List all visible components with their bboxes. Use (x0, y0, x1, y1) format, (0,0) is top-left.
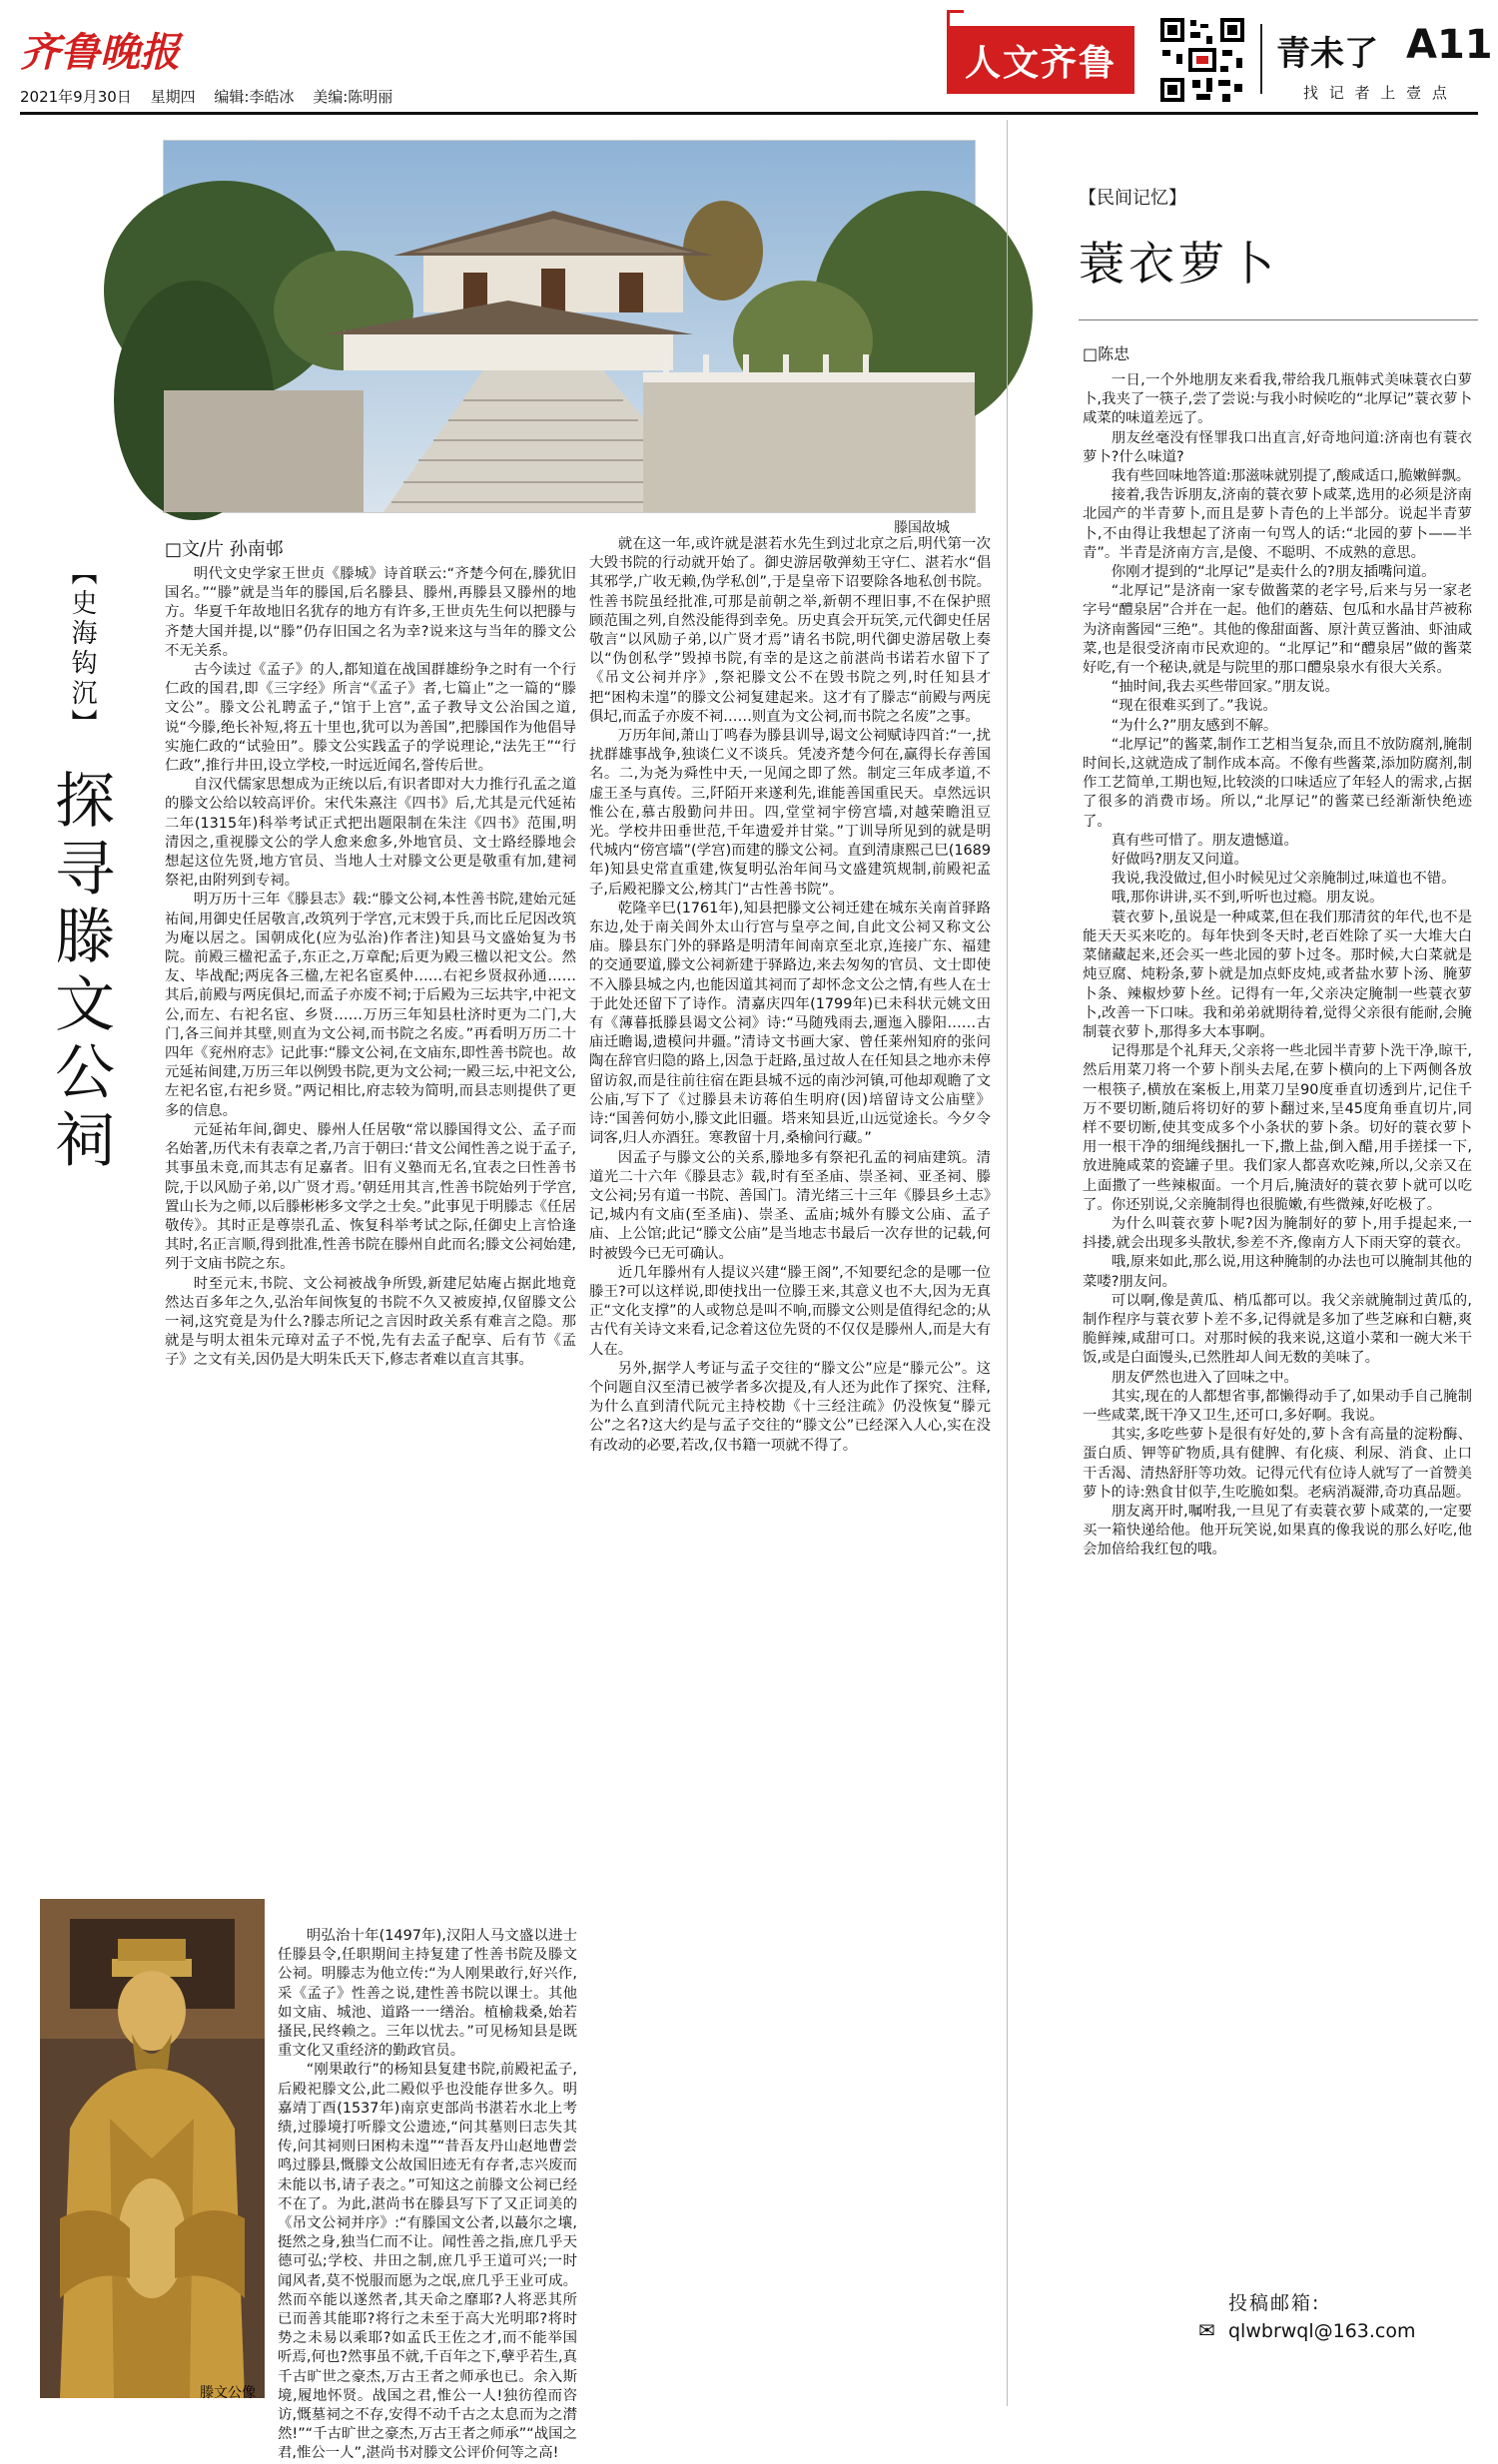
section-banner: 人文齐鲁 (947, 26, 1134, 94)
right-article-body (1083, 371, 1472, 2228)
contact-email[interactable]: qlwbrwql@163.com (1228, 2320, 1416, 2342)
photo-top-caption: 滕国故城 (894, 520, 950, 536)
left-article-tag: 【史海钩沉】 (67, 559, 97, 739)
photo-teng-wen-gong-statue (40, 1899, 265, 2398)
column-divider (1007, 120, 1008, 2406)
contact-label: 投稿邮箱: (1228, 2292, 1321, 2314)
paragraph: 古今读过《孟子》的人,都知道在战国群雄纷争之时有一个行仁政的国君,即《三字经》所言“《孟子》者,七篇止”之一篇的“滕文公”。滕文公礼聘孟子,“馆于上宫”,孟子教导文公治国之道,说“今滕,绝长补短,将五十里也,犹可以为善国”,把滕国作为他倡导实施仁政的“试验田”。滕文公实践孟子的学说理论,“法先王”“行仁政”,推行井田,设立学校,一时远近闻名,誉传后世。 (165, 662, 576, 775)
paragraph: 我有些回味地答道:那滋味就别提了,酸咸适口,脆嫩鲜飘。 (1111, 468, 1471, 485)
paragraph: 我说,我没做过,但小时候见过父亲腌制过,味道也不错。 (1111, 871, 1456, 888)
right-title-rule (1079, 319, 1478, 320)
page-number: A11 (1406, 22, 1493, 68)
qr-code-icon (1156, 14, 1248, 106)
paragraph: “北厚记”是济南一家专做酱菜的老字号,后来与另一家老字号“醴泉居”合并在一起。他们的蘑菇、包瓜和水晶甘芦被称为济南酱园“三绝”。其他的像甜面酱、原汁黄豆酱油、虾油咸菜,也是很受济南市民欢迎的。“北厚记”和“醴泉居”做的酱菜好吃,有一个秘诀,就是与院里的那口醴泉泉水有很大关系。 (1083, 583, 1472, 677)
paragraph: 另外,据学人考证与孟子交往的“滕文公”应是“滕元公”。这个问题自汉至清已被学者多次提及,有人还为此作了探究、注释,为什么直到清代阮元主持校勘《十三经注疏》仍没恢复“滕元公”之名?这大约是与孟子交往的“滕文公”已经深入人心,实在没有改动的必要,若改,仅书籍一项就不得了。 (589, 1360, 991, 1454)
right-article-title: 蓑衣萝卜 (1079, 237, 1278, 291)
paragraph: 一日,一个外地朋友来看我,带给我几瓶韩式美味蓑衣白萝卜,我夹了一筷子,尝了尝说:与我小时候吃的“北厚记”蓑衣萝卜咸菜的味道差远了。 (1083, 372, 1472, 427)
paragraph: 蓑衣萝卜,虽说是一种咸菜,但在我们那清贫的年代,也不是能天天买来吃的。每年快到冬天时,老百姓除了买一大堆大白菜储藏起来,还会买一些北园的萝卜过冬。那时候,大白菜就是炖豆腐、炖粉条,萝卜就是加点虾皮炖,或者盐水萝卜汤、腌萝卜条、辣椒炒萝卜丝。记得有一年,父亲决定腌制一些蓑衣萝卜,改善一下口味。我和弟弟就期待着,觉得父亲很有能耐,会腌制蓑衣萝卜,那得多大本事啊。 (1083, 909, 1472, 1040)
masthead-logo (20, 22, 180, 82)
paragraph: 可以啊,像是黄瓜、梢瓜都可以。我父亲就腌制过黄瓜的,制作程序与蓑衣萝卜差不多,记得就是多加了些芝麻和白糖,爽脆鲜辣,咸甜可口。对那时候的我来说,这道小菜和一碗大米干饭,或是白面馒头,已然胜却人间无数的美味了。 (1083, 1292, 1472, 1367)
paragraph: 时至元末,书院、文公祠被战争所毁,新建尼姑庵占据此地竟然达百多年之久,弘治年间恢复的书院不久又被废掉,仅留滕文公一祠,这究竟是为什么?滕志所记之言因时政关系有难言之隐。那就是与明太祖朱元璋对孟子不悦,先有去孟子配享、后有节《孟子》之文有关,因仍是大明朱氏天下,修志者难以直言其事。 (165, 1275, 576, 1369)
left-article-column-2 (589, 535, 991, 2398)
paragraph: 哦,原来如此,那么说,用这种腌制的办法也可以腌制其他的菜喽?朋友问。 (1083, 1254, 1472, 1290)
paragraph: 万历年间,萧山丁鸣春为滕县训导,谒文公祠赋诗四首:“一,扰扰群雄事战争,独谈仁义不谈兵。凭凌齐楚今何在,赢得长存善国名。二,为尧为舜性中天,一见闻之即了然。制定三年成孝道,不虚王圣与真传。三,阡陌开来遂利先,谁能善国重民天。卓然远识惟公在,慕古殷勤问井田。四,堂堂祠宇傍宫墙,对越荣瞻沮豆光。学校井田垂世范,千年遗爱并甘棠。”丁训导所见到的就是明代城内“傍宫墙”(学宫)而建的滕文公祠。直到清康熙己巳(1689年)知县史常直重建,恢复明弘治年间马文盛建筑规制,前殿祀孟子,后殿祀滕文公,榜其门“古性善书院”。 (589, 728, 991, 898)
paragraph: 就在这一年,或许就是湛若水先生到过北京之后,明代第一次大毁书院的行动就开始了。御史游居敬弹劾王守仁、湛若水“倡其邪学,广收无赖,伪学私创”,于是皇帝下诏要除各地私创书院。性善书院虽经批准,可那是前朝之举,新朝不理旧事,不在保护照顾范围之列,自然没能得到幸免。历史真会开玩笑,元代御史任居敬言“以风励子弟,以广贤才焉”请名书院,明代御史游居敬上奏以“伪创私学”毁掉书院,有幸的是这之前湛尚书诺若水留下了《吊文公祠并序》,祭祀滕文公不在毁书院之列,时任知县才把“困构未遑”的滕文公祠复建起来。这才有了滕志“前殿与两庑俱圮,而孟子亦废不祠……则直为文公祠,而书院之名废”之事。 (589, 536, 991, 725)
paragraph: 你刚才提到的“北厚记”是卖什么的?朋友插嘴问道。 (1111, 564, 1436, 581)
header-divider (1260, 24, 1262, 94)
paragraph: 哦,那你讲讲,买不到,听听也过瘾。朋友说。 (1111, 890, 1384, 907)
paragraph: “北厚记”的酱菜,制作工艺相当复杂,而且不放防腐剂,腌制时间长,这就造成了制作成本高。不像有些酱菜,添加防腐剂,制作工艺简单,工期也短,比较淡的口味适应了年轻人的需求,占据了很多的消费市场。所以,“北厚记”的酱菜已经渐渐快绝迹了。 (1083, 736, 1472, 830)
paragraph: 近几年滕州有人提议兴建“滕王阁”,不知要纪念的是哪一位滕王?可以这样说,即使找出一位滕王来,其意义也不大,因为无真正“文化支撑”的人或物总是叫不响,而滕文公则是值得纪念的;从古代有关诗文来看,记念着这位先贤的不仅仅是滕州人,而是大有人在。 (589, 1264, 991, 1358)
paragraph: “现在很难买到了。”我说。 (1111, 698, 1277, 715)
paragraph: 明万历十三年《滕县志》载:“滕文公祠,本性善书院,建始元延祐间,用御史任居敬言,改筑列于学宫,元末毁于兵,而比丘尼因改筑为庵以居之。国朝成化(应为弘治)作者注)知县马文盛始复为书院。前殿三楹祀孟子,东正之,万章配;后更为殿三楹以祀文公。然友、毕战配;两庑各三楹,左祀名宦奚仲……右祀乡贤叔孙通……其后,前殿与两庑俱圮,而孟子亦废不祠;于后殿为三坛共宇,中祀文公,而左、右祀名宦、乡贤……万历三年知县杜济时更为二门,大门,各三间并其壁,则直为文公祠,而书院之名废。”再看明万历二十四年《兖州府志》记此事:“滕文公祠,在文庙东,即性善书院也。故元延祐间建,万历三年以例毁书院,更为文公祠;一殿三坛,中祀文公,左祀名宦,右祀乡贤。”两记相比,府志较为简明,而县志则提供了更多的信息。 (165, 892, 576, 1119)
publication-info (20, 86, 406, 107)
photo-statue-caption: 滕文公像 (200, 2385, 256, 2401)
paragraph: 明弘治十年(1497年),汉阳人马文盛以进士任滕县令,任职期间主持复建了性善书院及滕文公祠。明滕志为他立传:“为人刚果敢行,好兴作,采《孟子》性善之说,建性善书院以课士。其他如文庙、城池、道路一一缮治。植榆栽桑,始若搔民,民终赖之。三年以忧去。”可见杨知县是既重文化又重经济的勤政官员。 (278, 1928, 577, 2060)
paragraph: 为什么叫蓑衣萝卜呢?因为腌制好的萝卜,用手提起来,一抖搂,就会出现多头散状,参差不齐,像南方人下雨天穿的蓑衣。 (1083, 1215, 1472, 1252)
pub-date: 2021年9月30日 (20, 88, 132, 106)
right-article-tag: 【民间记忆】 (1079, 188, 1186, 209)
paragraph: 其实,现在的人都想省事,都懒得动手了,如果动手自己腌制一些咸菜,既干净又卫生,还可口,多好啊。我说。 (1083, 1388, 1472, 1424)
header-staff-note: 找 记 者 上 壹 点 (1303, 84, 1450, 102)
paragraph: 元延祐年间,御史、滕州人任居敬“常以滕国得文公、孟子而名始著,历代未有表章之者,乃言于朝曰:‘昔文公闻性善之说于孟子,其事虽未竟,而其志有足嘉者。旧有义塾而无名,宜表之曰性善书院,于以风励子弟,以广贤才焉。’朝廷用其言,性善书院始列于学宫,置山长为之师,以后滕彬彬多文学之士矣。”此事见于明滕志《任居敬传》。其时正是尊崇孔孟、恢复科举考试之际,任御史上言恰逢其时,名正言顺,得到批准,性善书院在滕州自此而名;滕文公祠始建,列于文庙书院之东。 (165, 1121, 576, 1273)
masthead-text: 齐鲁晚报 (20, 29, 180, 76)
pub-weekday: 星期四 (150, 88, 196, 106)
paragraph: 明代文史学家王世贞《滕城》诗首联云:“齐楚今何在,滕犹旧国名。”“滕”就是当年的滕国,后名滕县、滕州,再滕县又滕州的地方。华夏千年故地旧名犹存的地方有许多,王世贞先生何以把滕与齐楚大国并提,以“滕”仍存旧国之名为幸?说来这与当年的滕文公不无关系。 (165, 566, 576, 659)
column-title: 青未了 (1276, 34, 1378, 74)
header-rule (20, 112, 1478, 115)
left-article-byline: □文/片 孙南邨 (165, 539, 284, 560)
paragraph: “为什么?”朋友感到不解。 (1111, 717, 1278, 734)
paragraph: 接着,我告诉朋友,济南的蓑衣萝卜咸菜,选用的必须是济南北园产的半青萝卜,而且是萝卜青色的上半部分。说起半青萝卜,不由得让我想起了济南一句骂人的话:“北园的萝卜——半青”。半青是济南方言,是傻、不聪明、不成熟的意思。 (1083, 487, 1472, 561)
paragraph: 真有些可惜了。朋友遗憾道。 (1111, 832, 1298, 849)
paragraph: 其实,多吃些萝卜是很有好处的,萝卜含有高量的淀粉酶、蛋白质、钾等矿物质,具有健脾、有化痰、利尿、消食、止口干舌渴、清热舒肝等功效。记得元代有位诗人就写了一首赞美萝卜的诗:熟食甘似芋,生吃脆如梨。老病消凝滞,奇功真品题。 (1083, 1427, 1472, 1501)
editor-credit: 编辑:李皓冰 (214, 88, 295, 106)
paragraph: 朋友俨然也进入了回味之中。 (1111, 1369, 1298, 1386)
mail-icon: ✉ (1198, 2318, 1215, 2342)
left-article-column-1-lower (278, 1927, 577, 2462)
paragraph: 自汉代儒家思想成为正统以后,有识者即对大力推行孔孟之道的滕文公给以较高评价。宋代朱熹注《四书》后,尤其是元代延祐二年(1315年)科举考试正式把出题限制在朱注《四书》范围,明清因之,重视滕文公的学人愈来愈多,外地官员、文士路经滕地会想起这位先贤,地方官员、当地人士对滕文公更是敬重有加,建祠祭祀,由附列到专祠。 (165, 777, 576, 890)
photo-teng-ancient-city (163, 140, 976, 513)
paragraph: 因孟子与滕文公的关系,滕地多有祭祀孔孟的祠庙建筑。清道光二十六年《滕县志》载,时有至圣庙、崇圣祠、亚圣祠、滕文公祠;另有道一书院、善国门。清光绪三十三年《滕县乡土志》记,城内有文庙(至圣庙)、崇圣、孟庙;城外有滕文公庙、孟子庙、上公馆;此记“滕文公庙”是当地志书最后一次存世的记载,何时被毁今已无可确认。 (589, 1149, 991, 1262)
right-article-byline: □陈忠 (1083, 344, 1130, 363)
paragraph: “抽时间,我去买些带回家。”朋友说。 (1111, 679, 1339, 696)
paragraph: 朋友丝毫没有怪罪我口出直言,好奇地问道:济南也有蓑衣萝卜?什么味道? (1083, 429, 1472, 465)
left-article-title: 探寻滕文公祠 (45, 769, 115, 1176)
paragraph: 朋友离开时,嘱咐我,一旦见了有卖蓑衣萝卜咸菜的,一定要买一箱快递给他。他开玩笑说,如果真的像我说的那么好吃,他会加倍给我红包的哦。 (1083, 1503, 1472, 1558)
paragraph: “刚果敢行”的杨知县复建书院,前殿祀孟子,后殿祀滕文公,此二殿似乎也没能存世多久。明嘉靖丁酉(1537年)南京吏部尚书湛若水北上考绩,过滕境打听滕文公遗迹,“问其墓则曰志失其传,问其祠则曰困构未遑”“昔吾友丹山赵地曹尝鸣过滕县,慨滕文公故国旧迹无有存者,志兴废而未能以书,请子表之。”可知这之前滕文公祠已经不在了。为此,湛尚书在滕县写下了又正词美的《吊文公祠并序》:“有滕国文公者,以蕞尔之壤,挺然之身,独当仁而不让。闻性善之指,庶几乎天德可弘;学校、井田之制,庶几乎王道可兴;一时闻风者,莫不悦服而愿为之氓,庶几乎王业可成。然而卒能以遂然者,其天命之靡耶?人将恶其所已而善其能耶?将行之未至于高大光明耶?将时势之未易以乘耶?如孟氏王佐之才,而不能举国听焉,何也?然事虽不就,千百年之下,孽乎若生,真千古旷世之豪杰,万古王者之师承也已。余入斯境,履地怀贤。战国之君,惟公一人!独彷徨而咨访,慨墓祠之不存,安得不动千古之太息而为之潸然!”“千古旷世之豪杰,万古王者之师承”“战国之君,惟公一人”,湛尚书对滕文公评价何等之高! (278, 2062, 577, 2462)
designer-credit: 美编:陈明丽 (313, 88, 393, 106)
paragraph: 乾隆辛巳(1761年),知县把滕文公祠迁建在城东关南首驿路东边,处于南关闾外太山行宫与皇亭之间,自此文公祠又称文公庙。滕县东门外的驿路是明清年间南京至北京,连接广东、福建的交通要道,滕文公祠新建于驿路边,来去匆匆的官员、文士即使不入滕县城之内,也能因道其祠而了却怀念文公之情,有些人在士于此处还留下了诗作。清嘉庆四年(1799年)已未科状元姚文田有《薄暮抵滕县谒文公祠》诗:“马随残雨去,逦迤入滕阳……古庙迁瞻谒,遗模问井疆。”清诗文书画大家、曾任莱州知府的张问陶在辞官归隐的路上,因急于赶路,虽过故人在任知县之地亦未停留访叙,而是往前往宿在距县城不远的南沙河镇,可他却观瞻了文公庙,写下了《过滕县未访蒋伯生明府(因)培留诗文公庙壁》诗:“国善何妨小,滕文此旧疆。塔来知县近,山远觉途长。今夕令词客,归人亦酒狂。寒教留十月,桑榆问行藏。” (589, 900, 991, 1147)
left-article-column-1 (165, 565, 576, 1899)
paragraph: 记得那是个礼拜天,父亲将一些北园半青萝卜洗干净,晾干,然后用菜刀将一个萝卜削头去尾,在萝卜横向的上下两侧各放一根筷子,横放在案板上,用菜刀呈90度垂直切透到片,记住千万不要切断,随后将切好的萝卜翻过来,呈45度角垂直切片,同样不要切断,使其变成多个小条状的萝卜条。切好的蓑衣萝卜用一根干净的细绳线捆扎一下,撒上盐,倒入醋,用手搓揉一下,放进腌咸菜的瓷罐子里。我们家人都喜欢吃辣,所以,父亲又在上面撒了一些辣椒面。一个月后,腌渍好的蓑衣萝卜就可以吃了。你还别说,父亲腌制得也很脆嫩,有些微辣,好吃极了。 (1083, 1043, 1472, 1213)
paragraph: 好做吗?朋友又问道。 (1111, 852, 1248, 869)
